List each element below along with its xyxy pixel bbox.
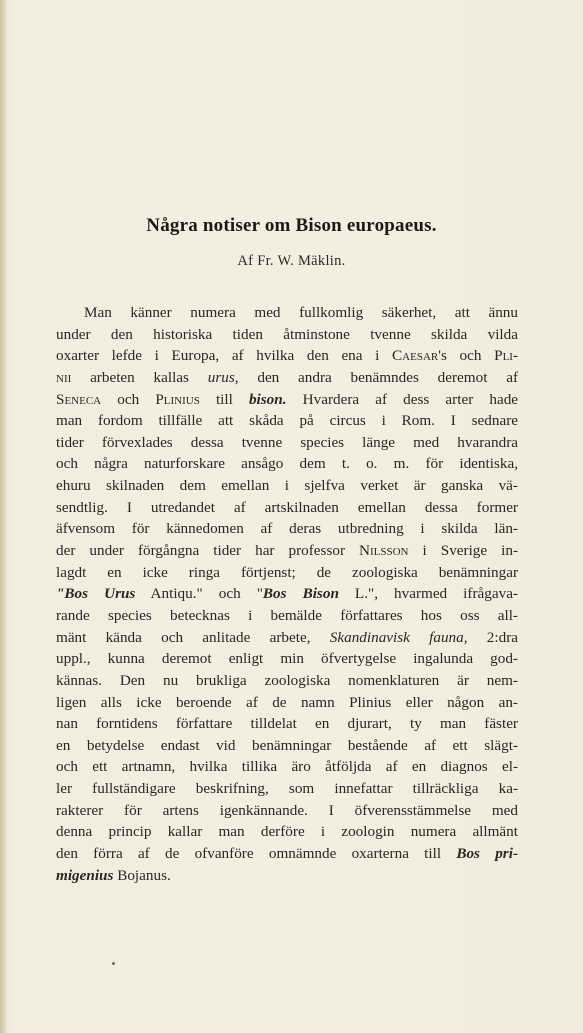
author-name-plinius-2: Plinius [155, 390, 200, 408]
page-speck [112, 962, 115, 965]
author-name-caesar: Caesar [392, 347, 439, 365]
author-name-seneca: Seneca [56, 390, 102, 408]
species-name-bison: bison. [248, 390, 287, 408]
text-line: migenius Bojanus. [56, 866, 171, 884]
text-line: rande species betecknas i bemälde författares hos oss all- [56, 606, 518, 624]
text-line: uppl., kunna deremot enligt min öfvertygelse ingalunda god- [56, 650, 518, 668]
text-line: Seneca och Plinius till bison. Hvardera af dess arter hade [56, 390, 519, 408]
book-title-skandinavisk-fauna: Skandinavisk fauna, [329, 628, 468, 646]
text-line: en betydelse endast vid benämningar bestående af ett slägt- [56, 736, 518, 754]
text-line: Man känner numera med fullkomlig säkerhet, att ännu [84, 304, 518, 321]
text-line: der under förgångna tider har professor Nilsson i Sverige in- [56, 542, 519, 560]
text-line: lagdt en icke ringa förtjenst; de zoologiska benämningar [56, 563, 518, 581]
page-spine-edge [0, 0, 6, 1033]
text-line: och ett artnamn, hvilka tillika äro åtföljda af en diagnos el- [56, 758, 518, 776]
species-name-bos-bison: Bos Bison [262, 585, 339, 603]
text-line: ligen alls icke beroende af de namn Plinius eller någon an- [56, 693, 518, 711]
author-name-plinius: Pli- [494, 347, 519, 365]
text-line: "Bos Urus Antiqu." och "Bos Bison L.", hvarmed ifrågava- [56, 585, 518, 603]
text-line: nan forntidens författare tilldelat en djurart, ty man fäster [56, 715, 518, 733]
text-line: ler fullständigare beskrifning, som innefattar tillräckliga ka- [56, 780, 518, 798]
text-line: sendtlig. I utredandet af artskilnaden emellan dessa former [56, 498, 518, 516]
text-line: tider förvexlades dessa tvenne species länge med hvarandra [56, 433, 518, 451]
text-line: kännas. Den nu brukliga zoologiska nomenklaturen är nem- [56, 671, 518, 689]
text-line: man fordom tillfälle att skåda på circus i Rom. I sednare [56, 412, 518, 430]
text-line: nii arbeten kallas urus, den andra benämndes deremot af [56, 368, 518, 386]
species-name-bos-primigenius: Bos pri- [456, 845, 518, 863]
text-line: denna princip kallar man derföre i zoologin numera allmänt [56, 823, 518, 841]
text-line: mänt kända och anlitade arbete, Skandinavisk fauna, 2:dra [56, 628, 519, 646]
text-line: och några naturforskare ansågo dem t. o. m. för identiska, [56, 455, 518, 473]
article-body [56, 302, 518, 886]
text-line: den förra af de ofvanföre omnämnde oxarterna till Bos pri- [56, 845, 518, 863]
article-author: Af Fr. W. Mäklin. [237, 253, 346, 269]
text-line: äfvensom för kännedomen af deras utbredning i skilda län- [56, 520, 518, 538]
article-title: Några notiser om Bison europaeus. [146, 215, 437, 236]
text-line: ehuru skilnaden dem emellan i sjelfva verket är ganska vä- [56, 477, 518, 495]
text-line: under den historiska tiden åtminstone tvenne skilda vilda [56, 325, 518, 343]
species-name-bos-urus: "Bos Urus [56, 585, 136, 603]
text-line: oxarter lefde i Europa, af hvilka den ena i Caesar's och Pli- [56, 347, 519, 365]
author-name-nilsson: Nilsson [359, 542, 409, 560]
species-name-urus: urus, [207, 368, 239, 386]
text-line: rakterer för artens igenkännande. I öfverensstämmelse med [56, 801, 518, 819]
